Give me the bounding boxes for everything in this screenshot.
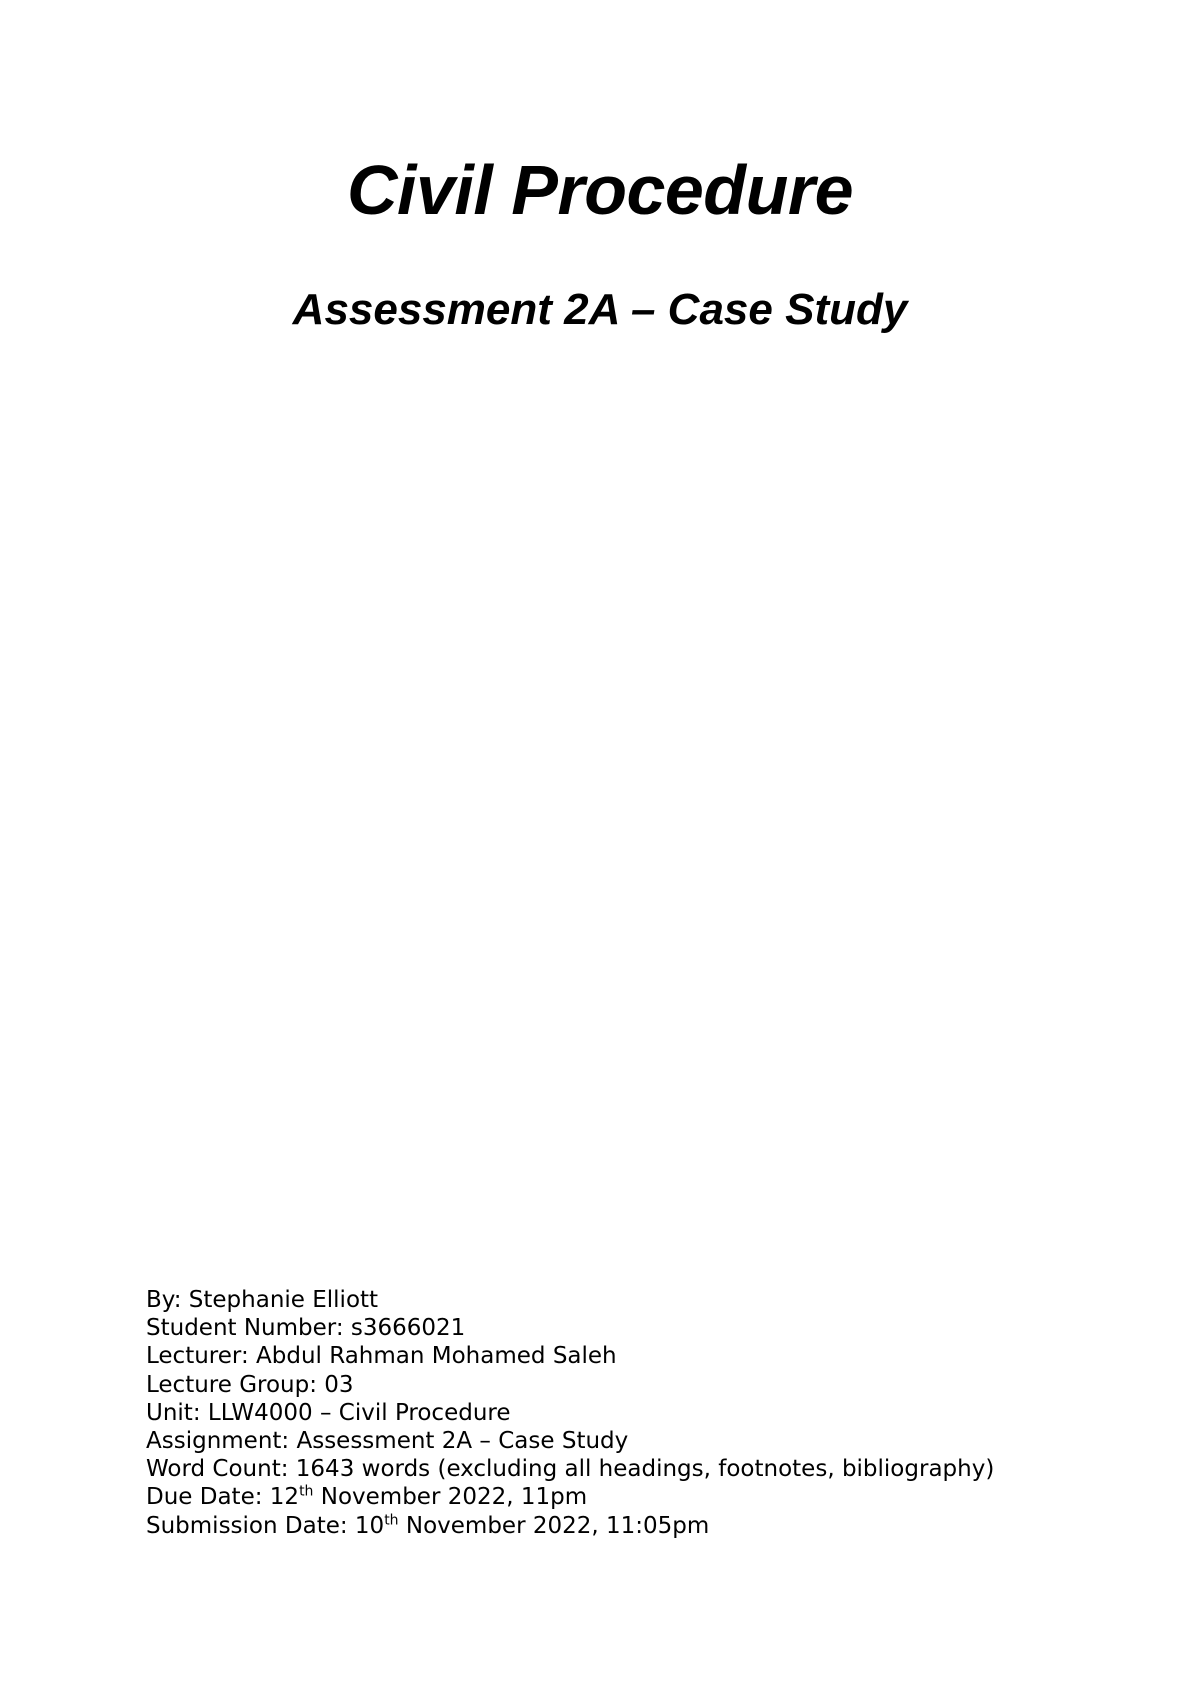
document-title: Civil Procedure [346,151,853,229]
author-line: By: Stephanie Elliott [146,1287,379,1313]
lecture-group-line: Lecture Group: 03 [146,1371,354,1398]
due-date-rest: November 2022, 11pm [313,1484,588,1511]
word-count-line: Word Count: 1643 words (excluding all headings, footnotes, bibliography) [146,1456,995,1483]
submission-date-prefix: Submission Date: 10 [146,1512,385,1539]
lecturer-line: Lecturer: Abdul Rahman Mohamed Saleh [146,1343,617,1370]
due-date-line [146,1483,994,1511]
submission-details [146,1286,994,1540]
submission-date-ordinal: th [384,1511,399,1528]
due-date-prefix: Due Date: 12 [146,1484,300,1511]
due-date-ordinal: th [299,1483,314,1500]
unit-line: Unit: LLW4000 – Civil Procedure [146,1399,511,1426]
student-number-line: Student Number: s3666021 [146,1315,466,1342]
submission-date-line [146,1512,994,1540]
assignment-line: Assignment: Assessment 2A – Case Study [146,1428,629,1455]
document-subtitle: Assessment 2A – Case Study [292,285,908,334]
submission-date-rest: November 2022, 11:05pm [398,1512,710,1539]
